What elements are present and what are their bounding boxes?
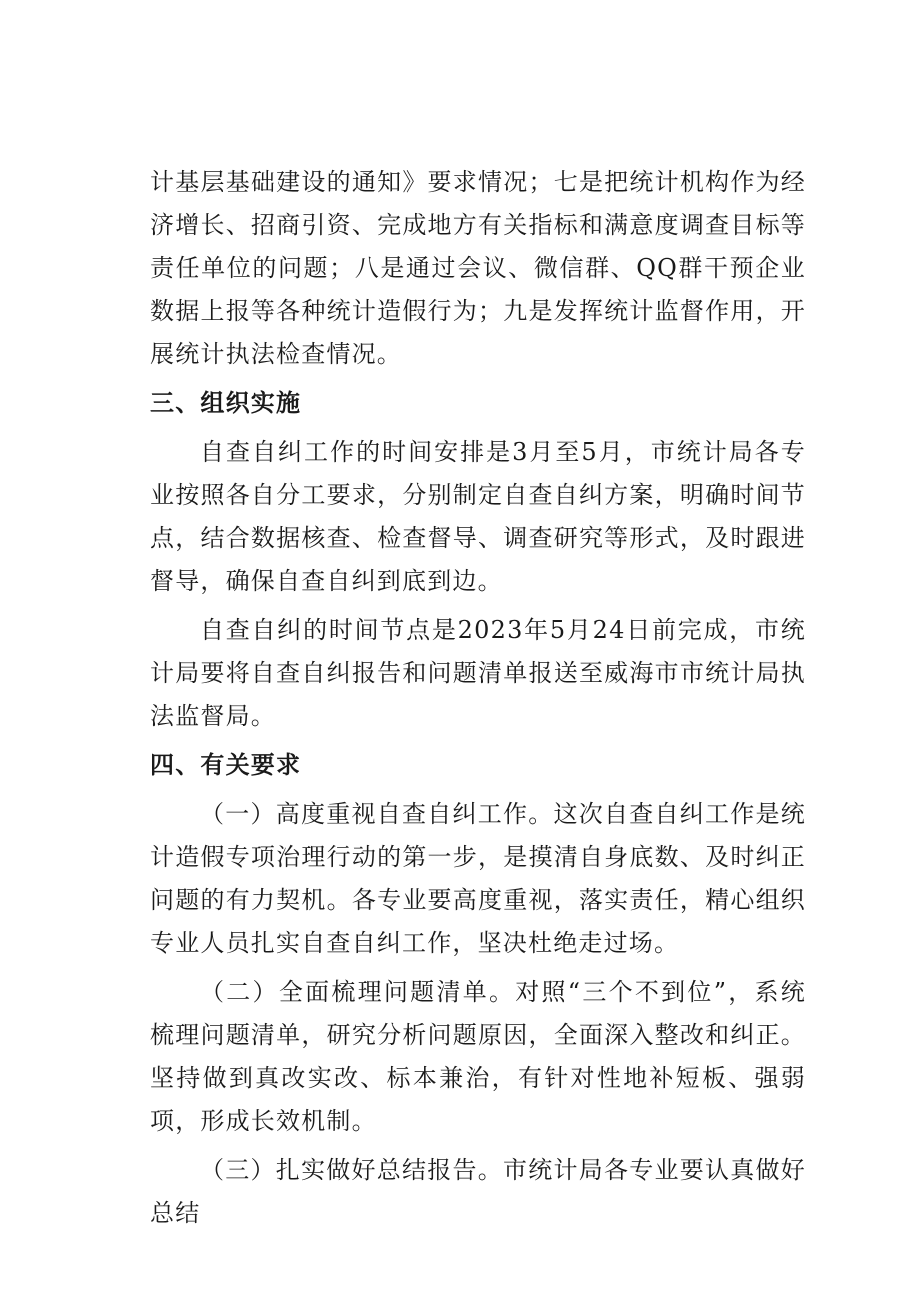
section-heading-requirements: 四、有关要求 <box>150 751 302 779</box>
paragraph-requirement-1: （一）高度重视自查自纠工作。这次自查自纠工作是统计造假专项治理行动的第一步，是摸清自身底数、及时纠正问题的有力契机。各专业要高度重视，落实责任，精心组织专业人员扎实自查自纠工作，坚决杜绝走过场。 <box>150 800 806 957</box>
section-heading-organization: 三、组织实施 <box>150 389 302 417</box>
paragraph-requirement-2: （二）全面梳理问题清单。对照“三个不到位”，系统梳理问题清单，研究分析问题原因，全面深入整改和纠正。坚持做到真改实改、标本兼治，有针对性地补短板、强弱项，形成长效机制。 <box>150 978 806 1135</box>
paragraph-continuation: 计基层基础建设的通知》要求情况；七是把统计机构作为经济增长、招商引资、完成地方有关指标和满意度调查目标等责任单位的问题；八是通过会议、微信群、QQ群干预企业数据上报等各种统计造假行为；九是发挥统计监督作用，开展统计执法检查情况。 <box>150 168 806 368</box>
paragraph-deadline: 自查自纠的时间节点是2023年5月24日前完成，市统计局要将自查自纠报告和问题清单报送至威海市市统计局执法监督局。 <box>150 616 806 730</box>
paragraph-schedule: 自查自纠工作的时间安排是3月至5月，市统计局各专业按照各自分工要求，分别制定自查自纠方案，明确时间节点，结合数据核查、检查督导、调查研究等形式，及时跟进督导，确保自查自纠到底到边。 <box>150 438 806 595</box>
document-body <box>150 161 806 1235</box>
paragraph-requirement-3: （三）扎实做好总结报告。市统计局各专业要认真做好总结 <box>150 1156 806 1227</box>
